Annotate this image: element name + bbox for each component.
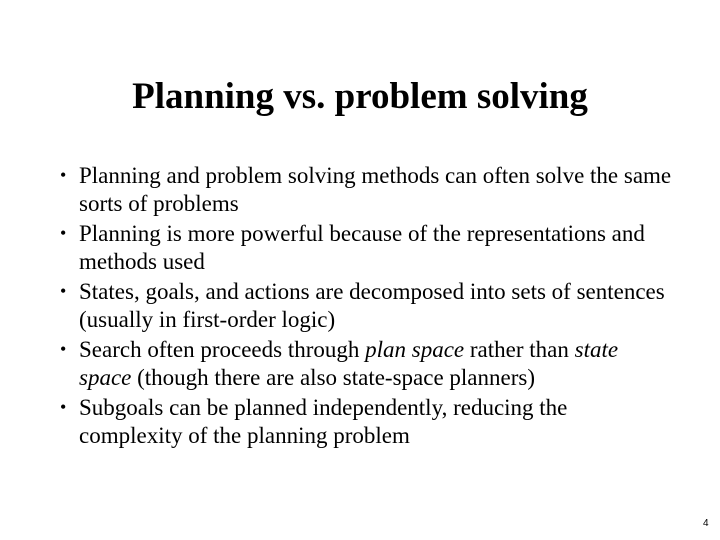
slide-title: Planning vs. problem solving [132,76,588,117]
bullet-text-emphasis: state space [79,337,619,390]
bullet-text-segment: States, goals, and actions are decomposed into sets of sentences (usually in first-order logic) [79,279,665,332]
bullet-icon: • [60,223,67,243]
bullet-icon: • [60,397,67,417]
bullet-text-segment: Planning and problem solving methods can often solve the same sorts of problems [79,163,672,216]
bullet-text-segment: Subgoals can be planned independently, reducing the complexity of the planning problem [79,395,568,448]
bullet-item [54,162,674,217]
bullet-item [54,336,674,391]
page-number: 4 [703,518,709,529]
bullet-text-segment: Planning is more powerful because of the representations and methods used [79,221,645,274]
bullet-icon: • [60,281,67,301]
bullet-text [79,279,665,332]
bullet-item [54,220,674,275]
bullet-item [54,278,674,333]
bullet-icon: • [60,165,67,185]
bullet-icon: • [60,339,67,359]
bullet-text [79,337,618,390]
bullet-text [79,163,671,216]
bullet-list [54,162,674,452]
bullet-text [79,395,567,448]
bullet-text-segment: Search often proceeds through [79,337,366,362]
bullet-item [54,394,674,449]
bullet-text-segment: rather than [464,337,575,362]
bullet-text [79,221,645,274]
bullet-text-emphasis: plan space [365,337,465,362]
bullet-text-segment: (though there are also state-space planners) [131,364,535,390]
